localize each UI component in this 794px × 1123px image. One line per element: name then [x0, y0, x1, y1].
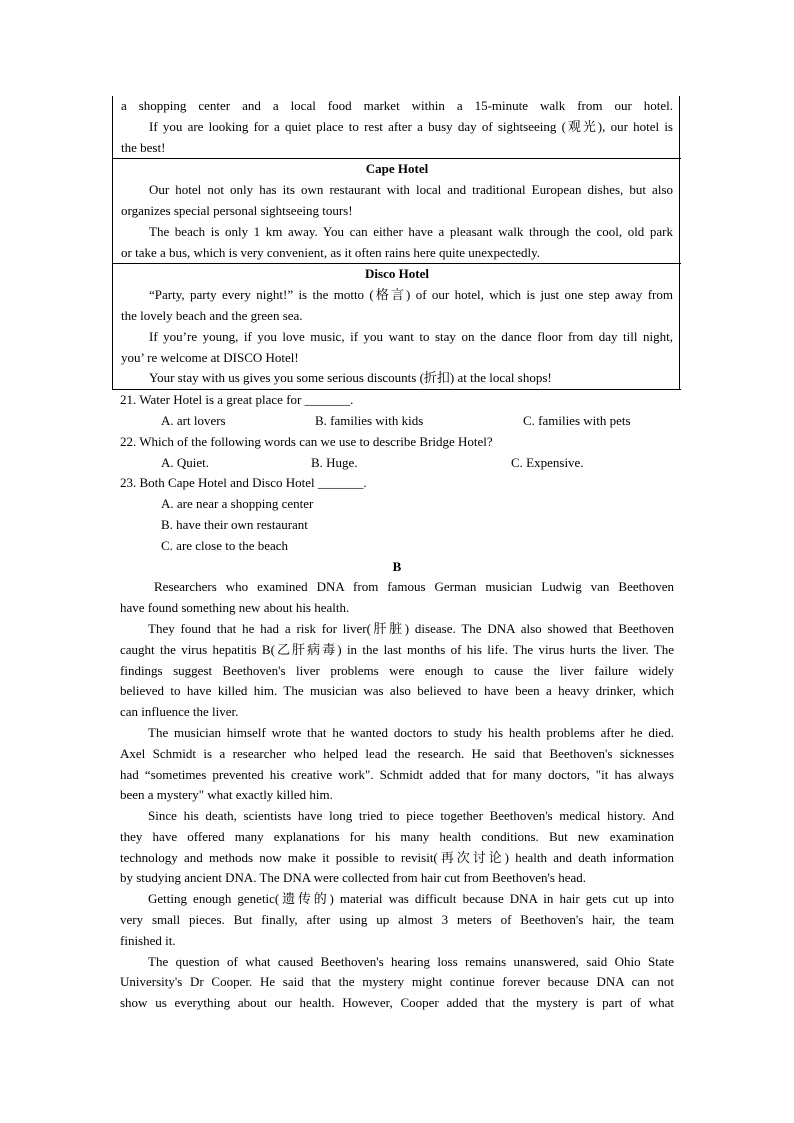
- passage-line: University's Dr Cooper. He said that the mystery might continue forever because DNA can not: [120, 974, 674, 990]
- hotel-text-line: or take a bus, which is very convenient, as it often rains here quite unexpectedly.: [121, 244, 540, 260]
- passage-line: been a mystery" what exactly killed him.: [120, 787, 333, 803]
- passage-line: can influence the liver.: [120, 704, 239, 720]
- section-b-heading: B: [392, 558, 402, 574]
- question-21: 21. Water Hotel is a great place for _______.: [120, 392, 354, 408]
- option-c: C. families with pets: [523, 412, 631, 428]
- page-content: [120, 96, 674, 1014]
- passage-line: Since his death, scientists have long tried to piece together Beethoven's medical history. And: [148, 808, 674, 824]
- hotel-text-line: a shopping center and a local food market within a 15-minute walk from our hotel.: [121, 98, 673, 113]
- passage-line: very small pieces. But finally, after using up almost 3 meters of Beethoven's hair, the team: [120, 912, 674, 928]
- table-divider: [113, 389, 681, 390]
- hotel-text-line: If you are looking for a quiet place to rest after a busy day of sightseeing (观光), our hotel is: [149, 118, 673, 134]
- hotel-text-line: you’ re welcome at DISCO Hotel!: [121, 349, 299, 365]
- passage-line: show us everything about our health. However, Cooper added that the mystery is part of what: [120, 995, 674, 1011]
- passage-line: They found that he had a risk for liver(肝脏) disease. The DNA also showed that Beethoven: [148, 620, 674, 636]
- passage-line: finished it.: [120, 932, 176, 948]
- option-b: B. have their own restaurant: [161, 516, 308, 532]
- hotel-text-line: Our hotel not only has its own restaurant with local and traditional European dishes, but also: [149, 182, 673, 198]
- passage-line: Researchers who examined DNA from famous German musician Ludwig van Beethoven: [154, 579, 674, 595]
- passage-line: Getting enough genetic(遗传的) material was difficult because DNA in hair gets cut up into: [148, 891, 674, 907]
- disco-hotel-title: Disco Hotel: [365, 266, 429, 282]
- hotel-text-line: the lovely beach and the green sea.: [121, 307, 303, 323]
- passage-line: by studying ancient DNA. The DNA were collected from hair cut from Beethoven's head.: [120, 870, 586, 886]
- passage-line: had “sometimes prevented his creative work". Schmidt added that for many doctors, "it has always: [120, 766, 674, 782]
- option-a: A. Quiet.: [161, 454, 210, 470]
- cape-hotel-title: Cape Hotel: [365, 161, 429, 177]
- hotel-text-line: Your stay with us gives you some serious discounts (折扣) at the local shops!: [149, 370, 552, 386]
- option-c: C. Expensive.: [511, 454, 584, 470]
- option-a: A. are near a shopping center: [161, 496, 314, 512]
- passage-line: believed to have killed him. The musician was also believed to have been a heavy drinker, which: [120, 683, 674, 699]
- hotel-text-line: “Party, party every night!” is the motto (格言) of our hotel, which is just one step away from: [149, 287, 673, 303]
- passage-line: technology and methods now make it possible to revisit(再次讨论) health and death information: [120, 849, 674, 865]
- passage-line: The musician himself wrote that he wanted doctors to study his health problems after he died.: [148, 724, 674, 740]
- passage-line: Axel Schmidt is a researcher who helped lead the research. He said that Beethoven's sicknesses: [120, 745, 674, 761]
- question-23: 23. Both Cape Hotel and Disco Hotel _______.: [120, 475, 367, 491]
- passage-line: findings suggest Beethoven's liver problems were enough to cause the liver failure widely: [120, 662, 674, 678]
- hotel-text-line: organizes special personal sightseeing tours!: [121, 202, 353, 218]
- passage-line: have found something new about his health.: [120, 600, 350, 616]
- question-22-options: [120, 453, 674, 474]
- disco-hotel-cell: [121, 264, 673, 389]
- passage-line: they have offered many explanations for his many health conditions. But new examination: [120, 828, 674, 844]
- question-22: 22. Which of the following words can we use to describe Bridge Hotel?: [120, 433, 493, 449]
- hotel-text-line: the best!: [121, 139, 166, 155]
- question-21-options: [120, 411, 674, 432]
- option-b: B. Huge.: [311, 454, 358, 470]
- option-c: C. are close to the beach: [161, 537, 289, 553]
- option-b: B. families with kids: [315, 412, 424, 428]
- passage-line: caught the virus hepatitis B(乙肝病毒) in the last months of his life. The virus hurts the liver. The: [120, 641, 674, 657]
- hotel-text-line: If you’re young, if you love music, if you want to stay on the dance floor from day till night,: [149, 328, 673, 344]
- cape-hotel-cell: [121, 159, 673, 263]
- hotel-text-line: The beach is only 1 km away. You can either have a pleasant walk through the cool, old park: [149, 223, 673, 239]
- passage-line: The question of what caused Beethoven's hearing loss remains unanswered, said Ohio State: [148, 953, 674, 969]
- option-a: A. art lovers: [161, 412, 226, 428]
- hotel-table: [112, 96, 680, 390]
